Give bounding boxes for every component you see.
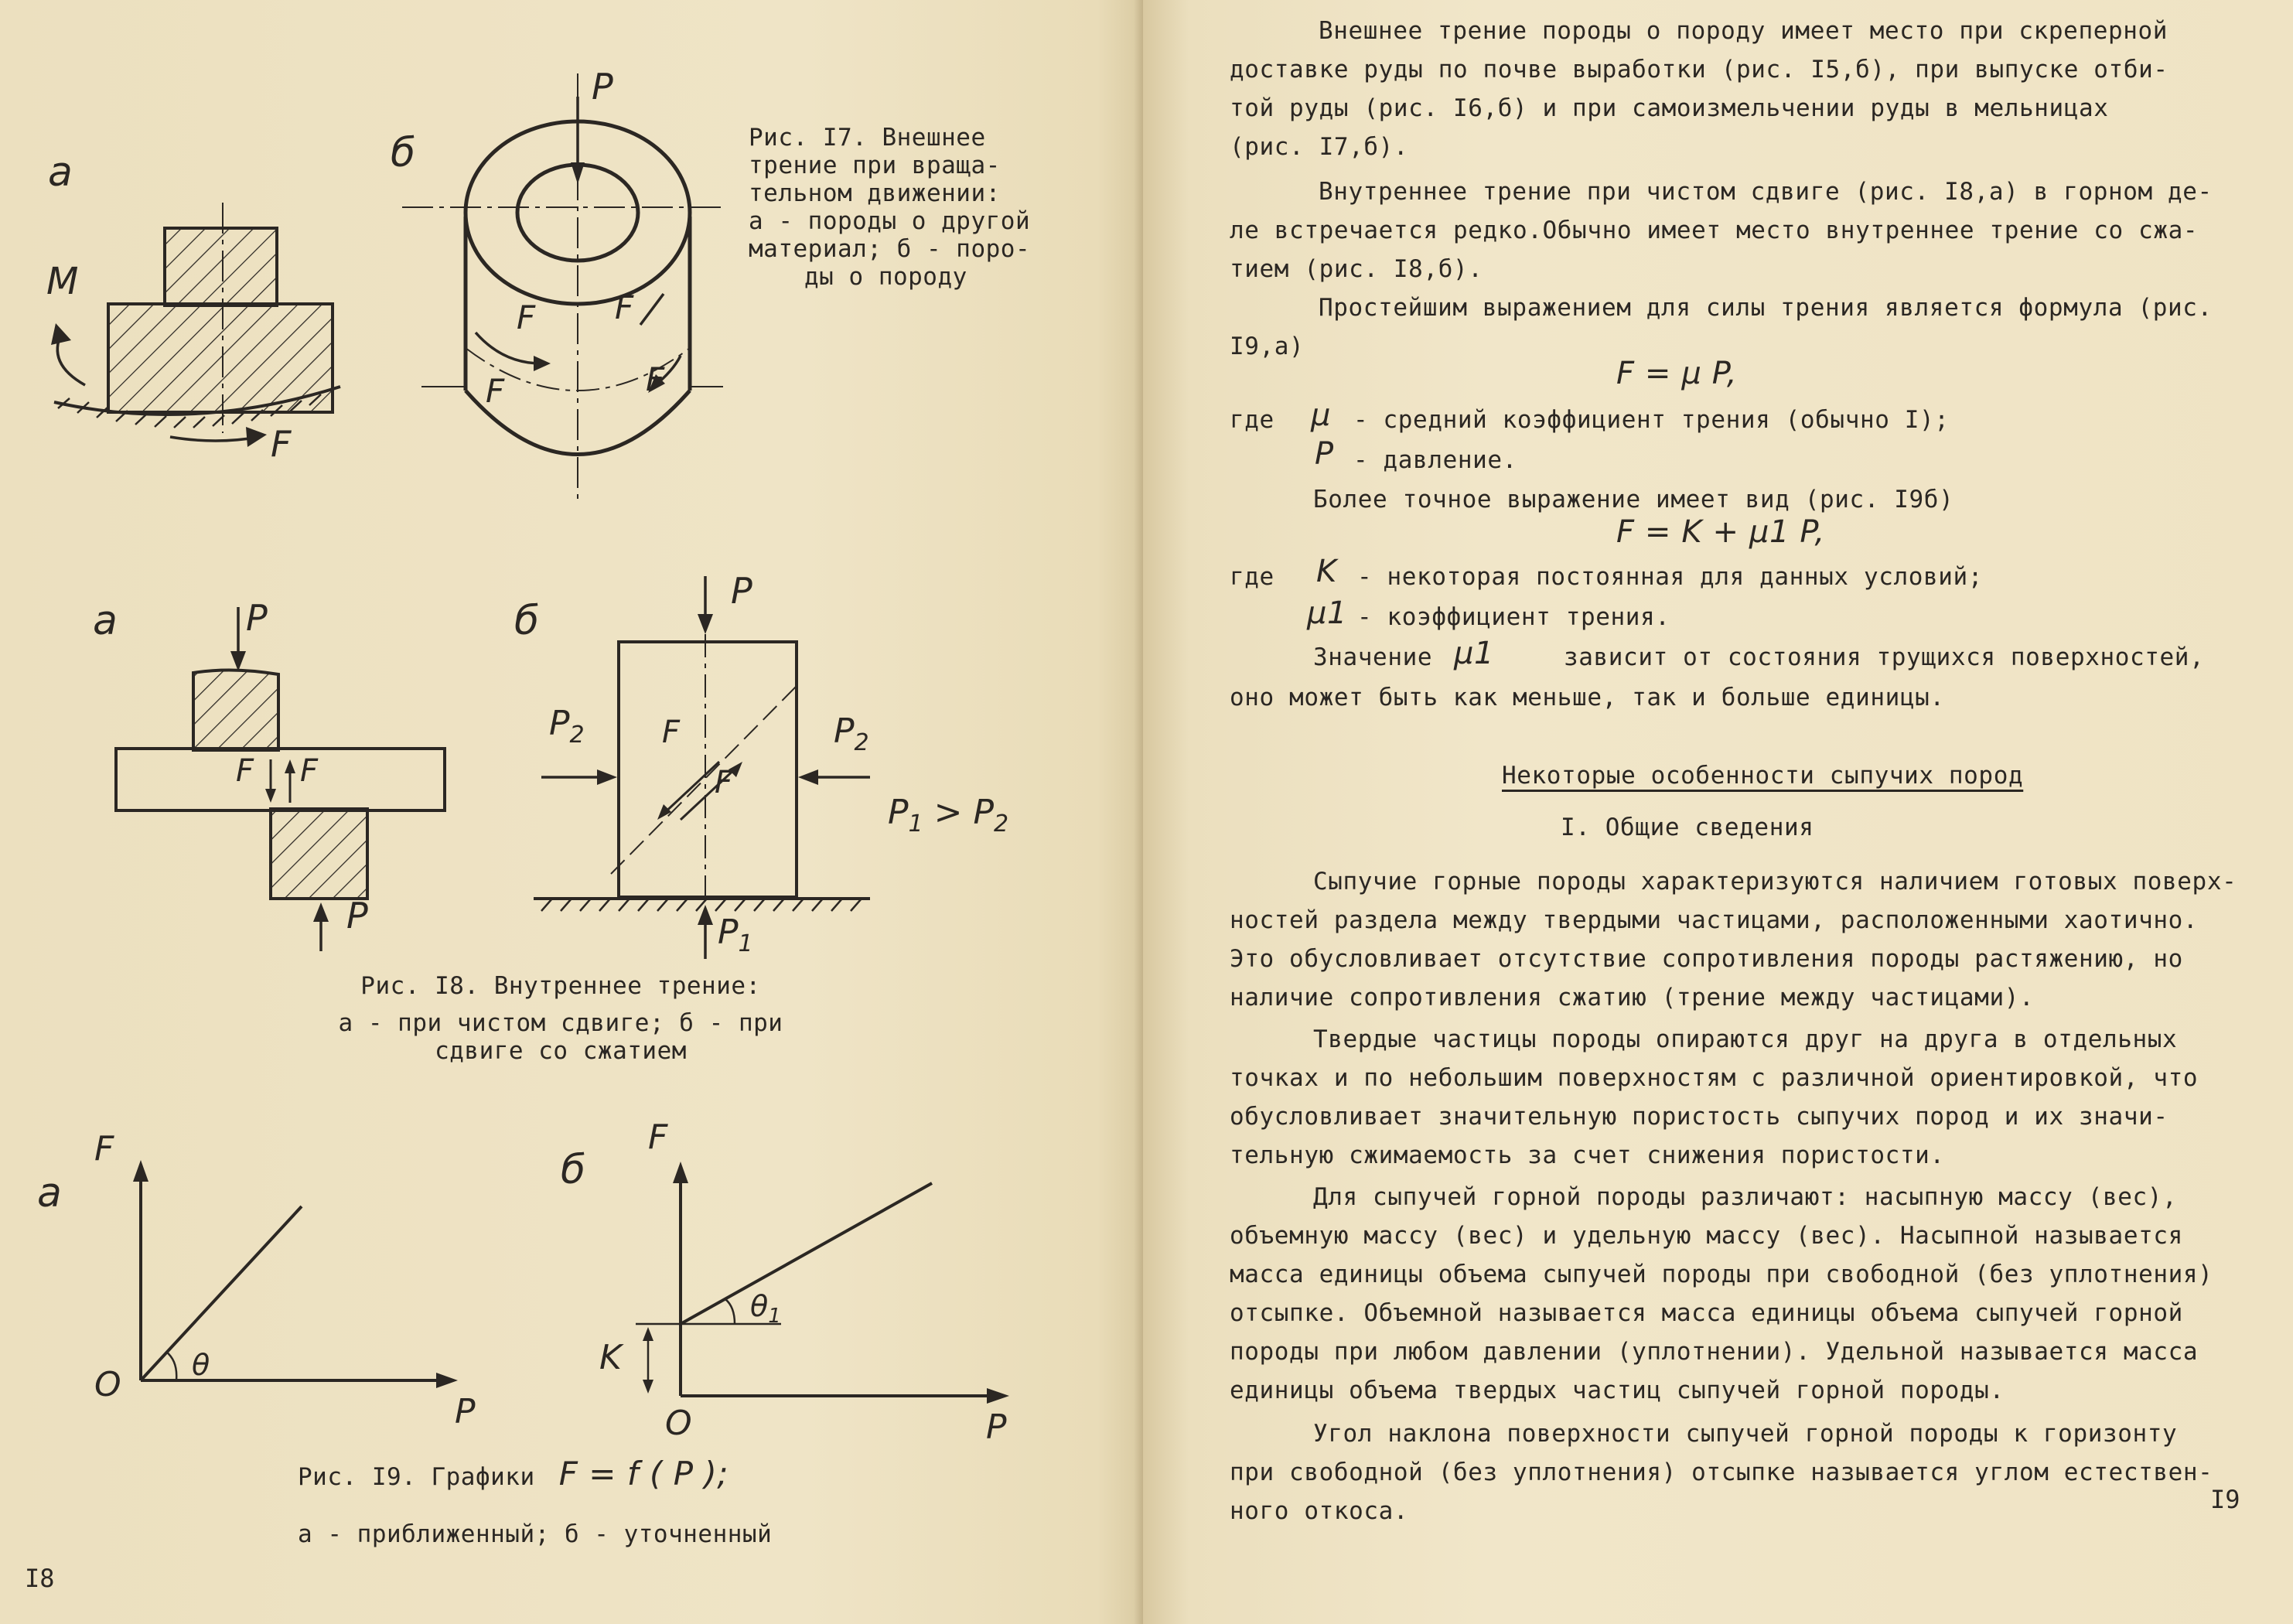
fig18-label-P2-left: $P_2$ [549, 704, 585, 749]
text-line: Угол наклона поверхности сыпучей горной породы к горизонту [1313, 1420, 2178, 1448]
fig18-label-F-b1: F [662, 715, 681, 750]
fig17-label-F-b4: F [646, 360, 665, 398]
where-symbol-mu1: μ1 [1307, 595, 1348, 631]
text-line: ностей раздела между твердыми частицами, расположенными хаотично. [1230, 906, 2199, 934]
where-desc: - коэффициент трения. [1357, 603, 1670, 631]
fig17-label-F-b1: F [517, 299, 536, 336]
text-line: объемную массу (вес) и удельную массу (вес). Насыпной называется [1230, 1222, 2183, 1250]
text-line: Более точное выражение имеет вид (рис. I9б) [1313, 486, 1954, 513]
figure-19 [0, 1114, 1143, 1469]
figure-18 [0, 557, 1143, 959]
fig19-intercept-K: K [599, 1338, 622, 1377]
fig19-axis-F-a: F [94, 1129, 114, 1169]
left-page [0, 0, 1143, 1624]
right-page-text [1230, 0, 2258, 1624]
text-line: Внутреннее трение при чистом сдвиге (рис. I8,а) в горном де- [1319, 178, 2213, 206]
subsection-title: I. Общие сведения [1561, 814, 1814, 841]
caption-line: материал; б - поро- [749, 235, 1031, 263]
fig17-label-a: a [48, 149, 73, 196]
fig17-label-M: M [46, 260, 79, 303]
caption-formula: F = f ( P ); [558, 1455, 729, 1493]
text-line: Это обусловливает отсутствие сопротивления породы растяжению, но [1230, 945, 2183, 973]
fig18-label-P-top: P [246, 597, 268, 639]
text-line: наличие сопротивления сжатию (трение между частицами). [1230, 984, 2035, 1012]
page-number-left: I8 [25, 1564, 55, 1593]
formula-2: F = K + μ1 P, [1616, 514, 1825, 550]
caption-line: тельном движении: [749, 179, 1001, 207]
fig18-label-F-a2: F [300, 753, 319, 789]
fig19-axis-P-b: P [986, 1407, 1007, 1447]
text-line: доставке руды по почве выработки (рис. I5,б), при выпуске отби- [1230, 56, 2168, 84]
text-line: ле встречается редко.Обычно имеет место внутреннее трение со сжа- [1230, 217, 2199, 244]
text-line: Для сыпучей горной породы различают: насыпную массу (вес), [1313, 1183, 2178, 1211]
text-line: I9,а) [1230, 333, 1305, 360]
page-number-right: I9 [2210, 1485, 2240, 1514]
caption-line: а - породы о другой [749, 207, 1031, 235]
text-line: тием (рис. I8,б). [1230, 255, 1483, 283]
fig19-axis-P-a: P [455, 1392, 476, 1431]
caption-prefix: Рис. I9. Графики [298, 1463, 535, 1491]
caption-line: Рис. I8. Внутреннее трение: [360, 972, 761, 1000]
fig18-inequality: $P_1 > P_2$ [888, 793, 1009, 838]
fig18-label-b: б [514, 598, 540, 644]
fig18-label-P-bottom: P [346, 895, 368, 937]
figure-17-caption [749, 124, 1030, 291]
where-desc: - некоторая постоянная для данных условий; [1357, 563, 1984, 591]
where-symbol-mu: μ [1311, 397, 1332, 433]
text-line: Сыпучие горные породы характеризуются наличием готовых поверх- [1313, 868, 2237, 896]
text-line: оно может быть как меньше, так и больше единицы. [1230, 684, 1945, 711]
fig17-label-F-b2: F [615, 288, 634, 326]
fig19-label-a: a [37, 1170, 62, 1216]
figure-19-drawing [0, 1114, 1143, 1469]
fig19-origin-a: O [94, 1365, 121, 1404]
text-line: Внешнее трение породы о породу имеет место при скреперной [1319, 17, 2168, 45]
fig19-label-b: б [561, 1147, 586, 1193]
fig19-origin-b: O [665, 1404, 692, 1443]
text-line: масса единицы объема сыпучей породы при свободной (без уплотнения) [1230, 1261, 2213, 1288]
text-line: зависит от состояния трущихся поверхностей, [1564, 643, 2205, 671]
figure-18-caption [294, 972, 827, 1065]
text-line: Твердые частицы породы опираются друг на друга в отдельных [1313, 1025, 2178, 1053]
fig17-label-P: P [592, 66, 613, 107]
where-symbol-K: K [1316, 554, 1337, 589]
where-symbol-P: P [1315, 436, 1334, 472]
text-line: Значение [1313, 643, 1433, 671]
caption-line: ды о породу [804, 263, 967, 291]
fig19-angle-a: θ [192, 1348, 210, 1382]
fig19-axis-F-b: F [648, 1117, 668, 1157]
caption-line: Рис. I7. Внешнее [749, 124, 986, 152]
section-title: Некоторые особенности сыпучих пород [1502, 762, 2024, 790]
figure-18-drawing [0, 557, 1143, 959]
figure-19-caption [298, 1455, 729, 1493]
fig18-label-F-b2: F [715, 765, 733, 800]
caption-line: сдвиге со сжатием [435, 1037, 687, 1065]
text-line: отсыпке. Объемной называется масса единицы объема сыпучей горной [1230, 1299, 2183, 1327]
fig18-label-P2-right: $P_2$ [834, 711, 869, 756]
text-line: (рис. I7,б). [1230, 133, 1409, 161]
text-line: обусловливает значительную пористость сыпучих пород и их значи- [1230, 1103, 2168, 1131]
where-desc: - давление. [1353, 446, 1517, 474]
formula-1: F = μ P, [1616, 356, 1738, 391]
text-line: точках и по небольшим поверхностям с различной ориентировкой, что [1230, 1064, 2199, 1092]
fig18-label-P-b-top: P [731, 570, 752, 612]
text-line: Простейшим выражением для силы трения является формула (рис. [1319, 294, 2213, 322]
fig18-label-P1: $P_1$ [718, 913, 753, 957]
fig17-label-F-a: F [271, 423, 292, 465]
fig18-label-a: a [93, 598, 118, 644]
figure-19-caption-line2: а - приближенный; б - уточненный [298, 1520, 773, 1548]
where-label: где [1230, 406, 1274, 434]
fig19-angle-b: $\theta_1$ [750, 1289, 781, 1328]
fig17-label-b: б [391, 130, 416, 176]
text-line: при свободной (без уплотнения) отсыпке называется углом естествен- [1230, 1459, 2213, 1486]
where-label: где [1230, 563, 1274, 591]
text-line: той руды (рис. I6,б) и при самоизмельчении руды в мельницах [1230, 94, 2109, 122]
caption-line: трение при враща- [749, 152, 1001, 179]
inline-symbol-mu1: μ1 [1454, 636, 1495, 671]
where-desc: - средний коэффициент трения (обычно I); [1353, 406, 1950, 434]
fig17-label-F-b3: F [486, 372, 505, 410]
fig18-label-F-a1: F [236, 753, 254, 789]
caption-line: а - при чистом сдвиге; б - при [338, 1009, 783, 1037]
text-line: единицы объема твердых частиц сыпучей горной породы. [1230, 1377, 2005, 1404]
text-line: ного откоса. [1230, 1497, 1409, 1525]
text-line: тельную сжимаемость за счет снижения пористости. [1230, 1141, 1945, 1169]
text-line: породы при любом давлении (уплотнении). Удельной называется масса [1230, 1338, 2199, 1366]
